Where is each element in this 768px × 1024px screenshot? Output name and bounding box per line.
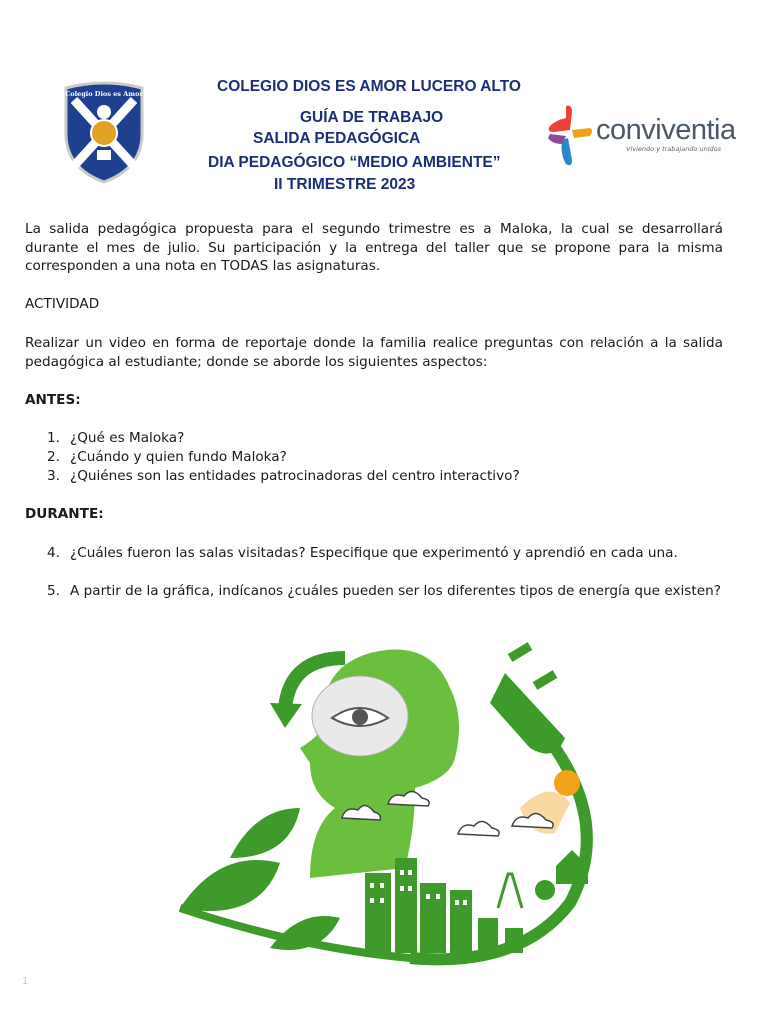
conviventia-tagline: Viviendo y trabajando unidos [626, 145, 722, 153]
page-number: 1 [22, 976, 29, 987]
activity-heading: ACTIVIDAD [25, 296, 100, 312]
school-name: COLEGIO DIOS ES AMOR LUCERO ALTO [217, 78, 521, 95]
plug-icon [490, 673, 565, 754]
intro-paragraph: La salida pedagógica propuesta para el segundo trimestre es a Maloka, la cual se desarrollará durante el mes de julio. Su participación y la entrega del taller que se propone para la misma corresponden a una nota en TODAS las asignaturas. [25, 221, 723, 274]
term-title: II TRIMESTRE 2023 [274, 176, 416, 193]
school-crest-logo [52, 78, 156, 186]
before-heading: ANTES: [25, 392, 81, 408]
conviventia-brand: conviventia [596, 114, 736, 146]
leaf-icon [180, 860, 280, 911]
sun-icon [554, 770, 580, 796]
environment-illustration [160, 628, 620, 976]
during-heading: DURANTE: [25, 506, 104, 522]
outing-title: SALIDA PEDAGÓGICA [253, 130, 421, 147]
conviventia-logo [546, 104, 746, 170]
guide-title: GUÍA DE TRABAJO [300, 109, 444, 126]
city-skyline [365, 850, 588, 953]
conviventia-cross-icon [546, 104, 594, 168]
day-title: DIA PEDAGÓGICO “MEDIO AMBIENTE” [208, 154, 501, 171]
crest-text: Colegio Dios es Amor [65, 90, 143, 98]
activity-paragraph: Realizar un video en forma de reportaje donde la familia realice preguntas con relación a la salida pedagógica al estudiante; donde se aborde los siguientes aspectos: [25, 335, 723, 370]
